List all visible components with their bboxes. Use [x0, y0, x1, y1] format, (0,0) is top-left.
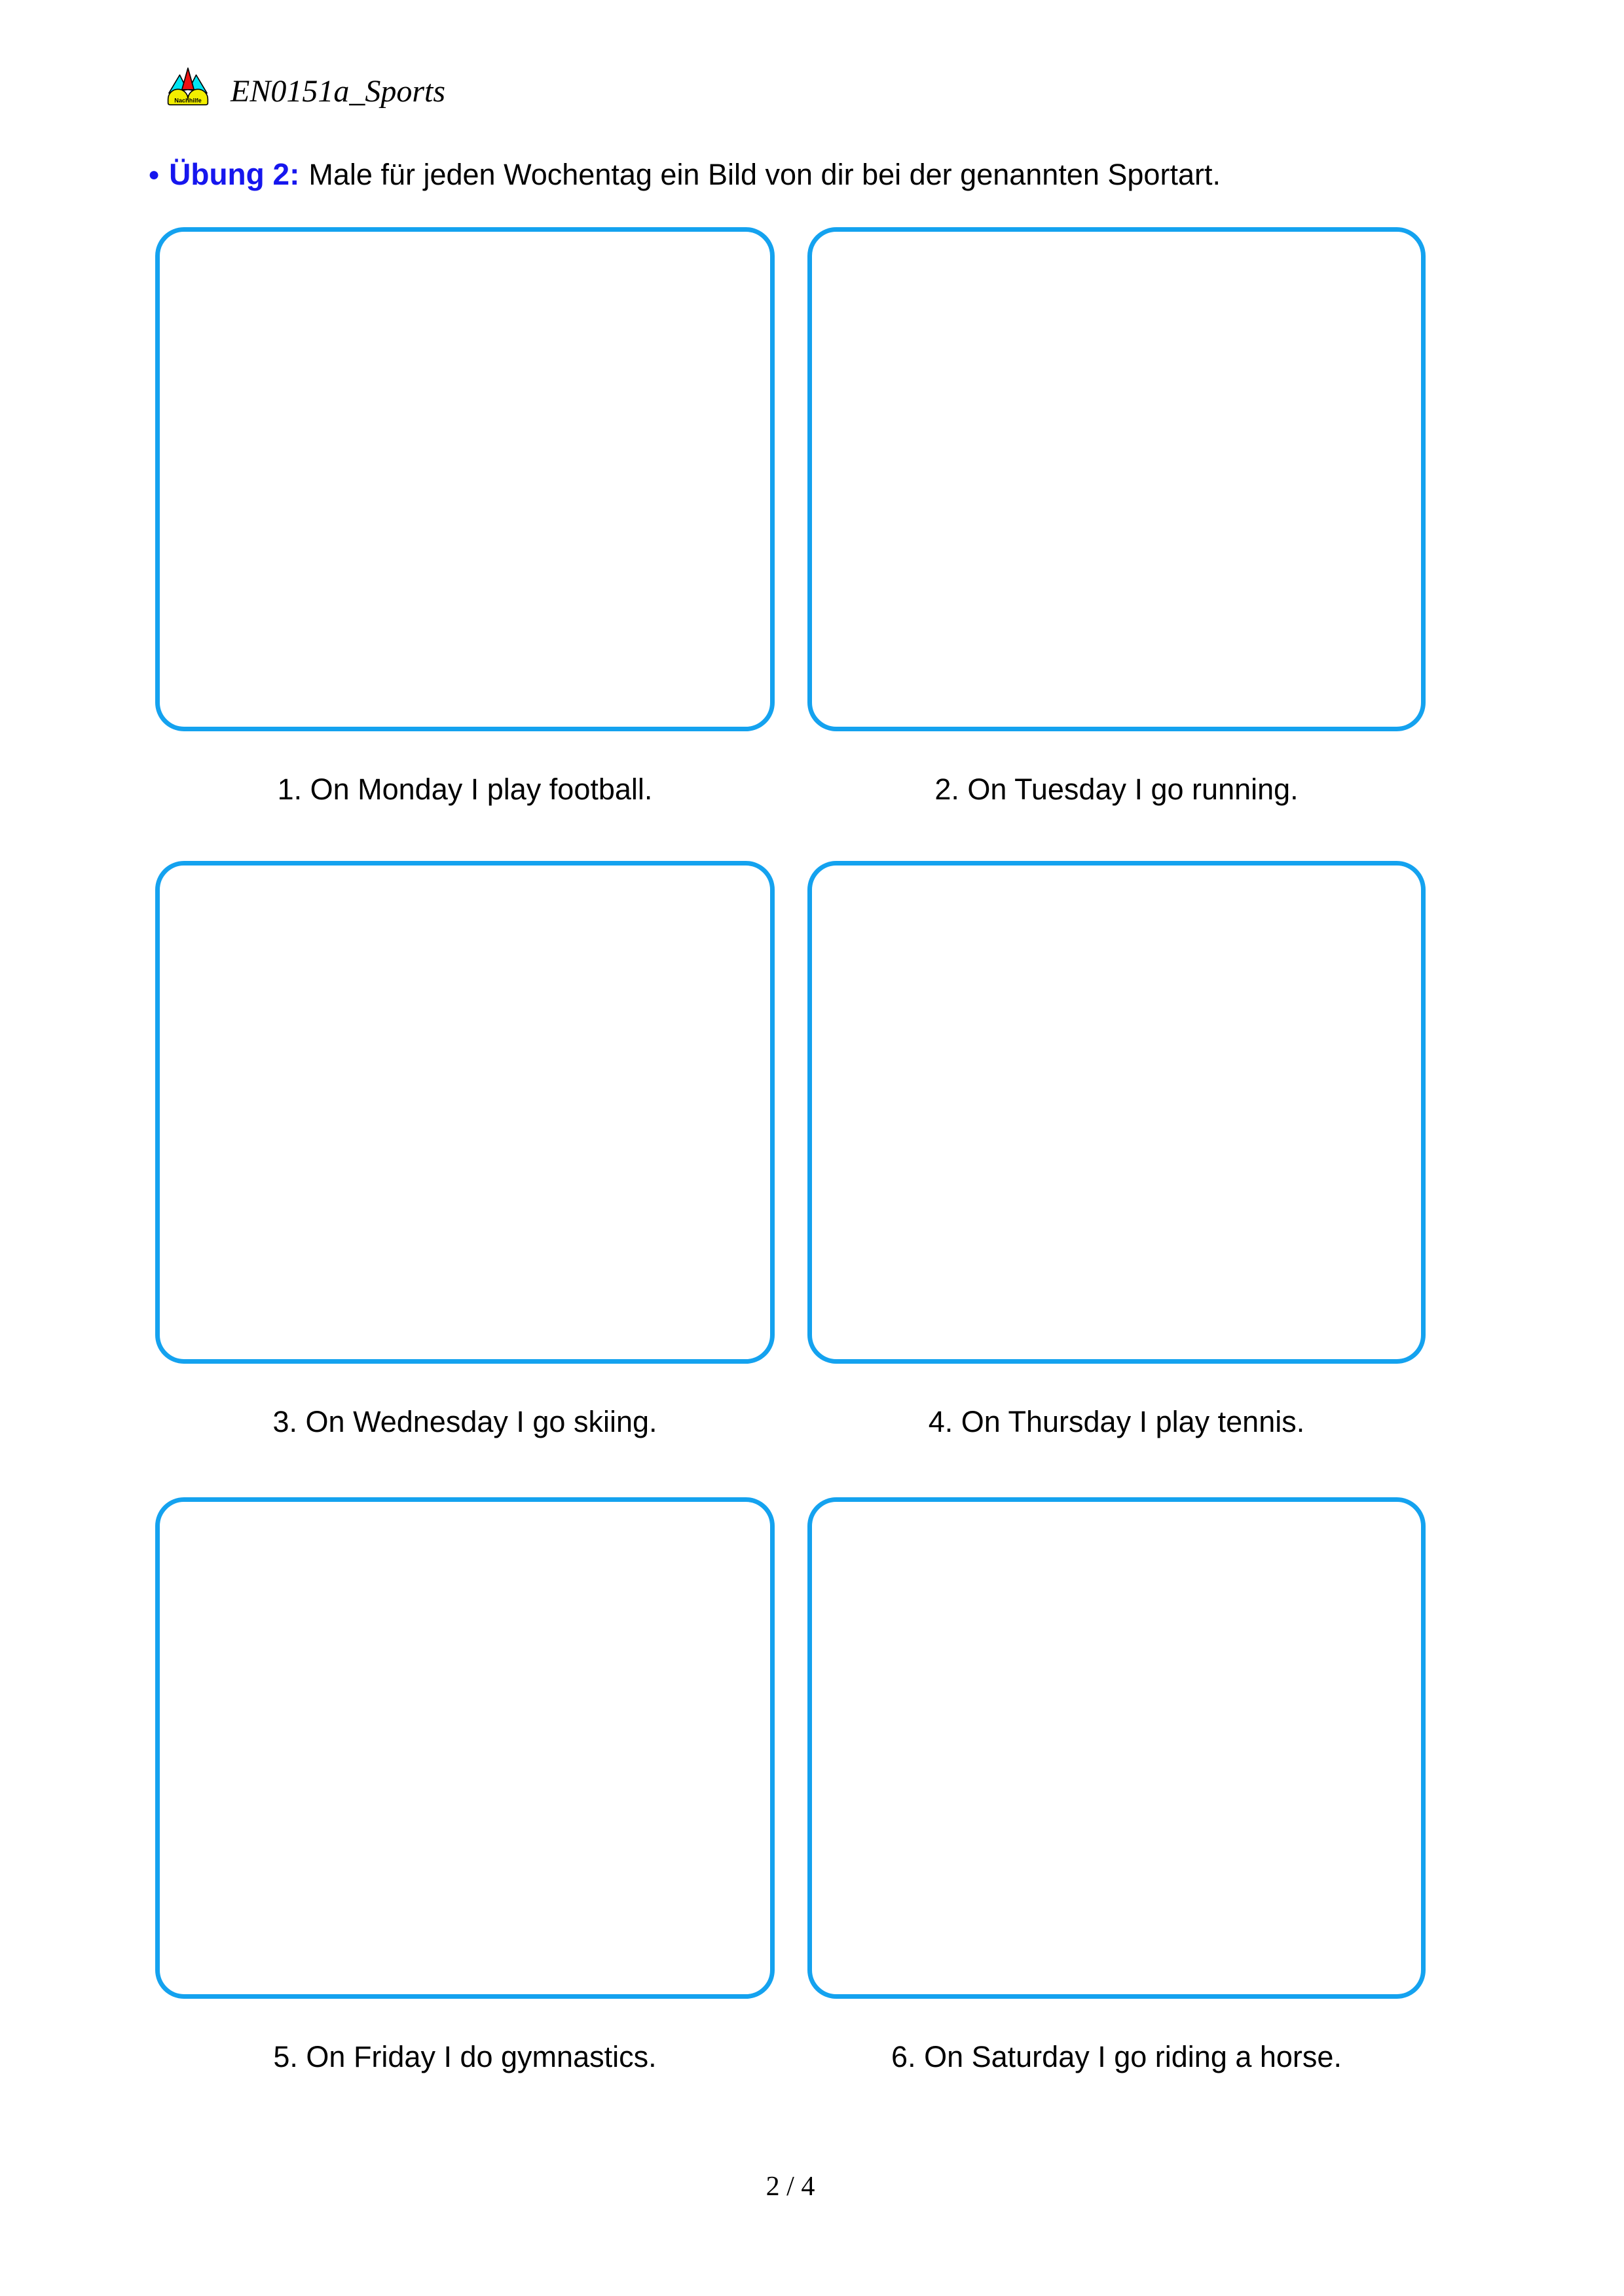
- bullet-icon: ●: [148, 164, 160, 185]
- caption-friday: 5. On Friday I do gymnastics.: [273, 2040, 657, 2073]
- drawing-box-thursday[interactable]: [807, 861, 1426, 1364]
- caption-tuesday: 2. On Tuesday I go running.: [934, 773, 1299, 806]
- drawing-cell-monday: [155, 227, 775, 806]
- nachhilfe-logo: [166, 66, 210, 105]
- drawing-cell-friday: [155, 1497, 775, 2073]
- logo-label: Nachhilfe: [174, 97, 202, 104]
- document-title: EN0151a_Sports: [231, 74, 446, 109]
- drawing-box-friday[interactable]: [155, 1497, 775, 1999]
- exercise-label: Übung 2:: [169, 157, 300, 191]
- mountain-logo-icon: [166, 66, 210, 105]
- drawing-cell-saturday: [807, 1497, 1426, 2073]
- drawing-cell-tuesday: [807, 227, 1426, 806]
- caption-thursday: 4. On Thursday I play tennis.: [928, 1405, 1305, 1438]
- caption-wednesday: 3. On Wednesday I go skiing.: [272, 1405, 657, 1438]
- drawing-cell-thursday: [807, 861, 1426, 1438]
- page-number: 2 / 4: [766, 2172, 815, 2202]
- instruction-text: Male für jeden Wochentag ein Bild von dir bei der genannten Sportart.: [308, 158, 1221, 191]
- caption-monday: 1. On Monday I play football.: [277, 773, 653, 806]
- drawing-box-saturday[interactable]: [807, 1497, 1426, 1999]
- drawing-box-wednesday[interactable]: [155, 861, 775, 1364]
- instruction-line: [148, 156, 1490, 194]
- caption-saturday: 6. On Saturday I go riding a horse.: [891, 2040, 1342, 2073]
- drawing-box-tuesday[interactable]: [807, 227, 1426, 731]
- drawing-cell-wednesday: [155, 861, 775, 1438]
- drawing-box-monday[interactable]: [155, 227, 775, 731]
